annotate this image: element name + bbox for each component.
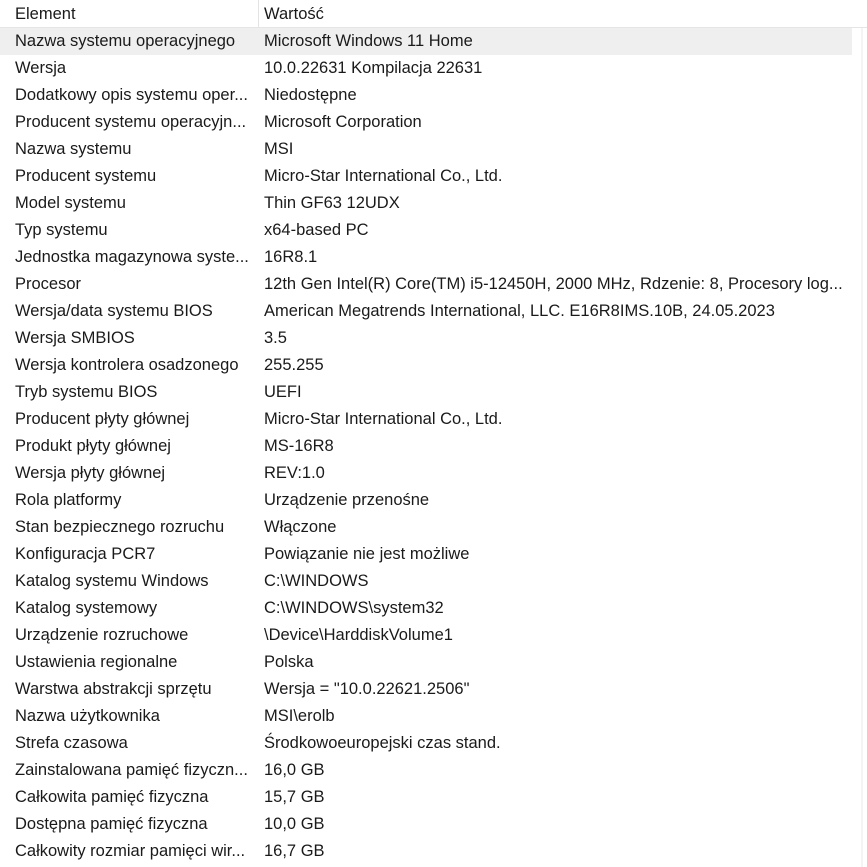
row-value: Wersja = "10.0.22621.2506" [264, 680, 470, 698]
row-element-name: Model systemu [15, 194, 126, 212]
table-row[interactable] [0, 541, 852, 568]
table-row[interactable] [0, 55, 852, 82]
row-element-name: Dodatkowy opis systemu oper... [15, 86, 248, 104]
row-value: 16R8.1 [264, 248, 318, 266]
row-element-name: Producent płyty głównej [15, 410, 190, 428]
table-row[interactable] [0, 514, 852, 541]
row-value: 12th Gen Intel(R) Core(TM) i5-12450H, 2000 MHz, Rdzenie: 8, Procesory log... [264, 275, 843, 293]
table-row[interactable] [0, 217, 852, 244]
row-value: x64-based PC [264, 221, 369, 239]
row-value: 3.5 [264, 329, 287, 347]
table-row[interactable] [0, 730, 852, 757]
row-element-name: Rola platformy [15, 491, 122, 509]
column-header-value[interactable]: Wartość [264, 5, 324, 23]
table-row[interactable] [0, 838, 852, 865]
row-element-name: Nazwa systemu operacyjnego [15, 32, 236, 50]
row-value: Niedostępne [264, 86, 357, 104]
row-element-name: Produkt płyty głównej [15, 437, 171, 455]
row-value: MSI [264, 140, 294, 158]
row-element-name: Całkowita pamięć fizyczna [15, 788, 209, 806]
row-element-name: Katalog systemowy [15, 599, 158, 617]
table-row[interactable] [0, 595, 852, 622]
row-element-name: Ustawienia regionalne [15, 653, 178, 671]
table-row[interactable] [0, 190, 852, 217]
row-value: Microsoft Corporation [264, 113, 422, 131]
row-value: 15,7 GB [264, 788, 325, 806]
row-element-name: Strefa czasowa [15, 734, 128, 752]
table-row[interactable] [0, 244, 852, 271]
table-row[interactable] [0, 163, 852, 190]
list-rows [0, 28, 867, 865]
row-element-name: Typ systemu [15, 221, 108, 239]
table-row[interactable] [0, 352, 852, 379]
row-element-name: Warstwa abstrakcji sprzętu [15, 680, 212, 698]
row-element-name: Katalog systemu Windows [15, 572, 209, 590]
table-row[interactable] [0, 82, 852, 109]
scrollbar-track[interactable] [861, 28, 863, 867]
row-value: Micro-Star International Co., Ltd. [264, 167, 503, 185]
row-element-name: Producent systemu [15, 167, 157, 185]
row-value: Micro-Star International Co., Ltd. [264, 410, 503, 428]
row-value: Thin GF63 12UDX [264, 194, 400, 212]
row-element-name: Wersja płyty głównej [15, 464, 166, 482]
table-row[interactable] [0, 784, 852, 811]
row-element-name: Producent systemu operacyjn... [15, 113, 247, 131]
row-element-name: Całkowity rozmiar pamięci wir... [15, 842, 246, 860]
row-value: C:\WINDOWS [264, 572, 369, 590]
table-row[interactable] [0, 676, 852, 703]
row-value: C:\WINDOWS\system32 [264, 599, 444, 617]
row-element-name: Nazwa systemu [15, 140, 132, 158]
row-element-name: Urządzenie rozruchowe [15, 626, 189, 644]
row-element-name: Zainstalowana pamięć fizyczn... [15, 761, 248, 779]
row-element-name: Nazwa użytkownika [15, 707, 160, 725]
row-element-name: Wersja kontrolera osadzonego [15, 356, 239, 374]
table-row[interactable] [0, 649, 852, 676]
row-value: Powiązanie nie jest możliwe [264, 545, 470, 563]
table-row[interactable] [0, 298, 852, 325]
table-row[interactable] [0, 136, 852, 163]
row-value: 10,0 GB [264, 815, 325, 833]
table-row[interactable] [0, 325, 852, 352]
row-value: 16,0 GB [264, 761, 325, 779]
row-value: 255.255 [264, 356, 324, 374]
row-element-name: Procesor [15, 275, 82, 293]
row-value: Microsoft Windows 11 Home [264, 32, 473, 50]
table-row[interactable] [0, 622, 852, 649]
table-row[interactable] [0, 460, 852, 487]
row-element-name: Tryb systemu BIOS [15, 383, 158, 401]
table-row[interactable] [0, 406, 852, 433]
row-element-name: Wersja SMBIOS [15, 329, 135, 347]
row-element-name: Jednostka magazynowa syste... [15, 248, 249, 266]
row-value: MS-16R8 [264, 437, 334, 455]
table-row[interactable] [0, 379, 852, 406]
row-value: 10.0.22631 Kompilacja 22631 [264, 59, 483, 77]
table-row[interactable] [0, 703, 852, 730]
vertical-scrollbar[interactable] [855, 28, 867, 867]
row-value: Włączone [264, 518, 337, 536]
table-row[interactable] [0, 28, 852, 55]
row-value: REV:1.0 [264, 464, 325, 482]
table-row[interactable] [0, 487, 852, 514]
row-value: MSI\erolb [264, 707, 335, 725]
table-row[interactable] [0, 271, 852, 298]
table-row[interactable] [0, 568, 852, 595]
row-value: Polska [264, 653, 314, 671]
column-divider[interactable] [258, 0, 259, 27]
row-element-name: Wersja/data systemu BIOS [15, 302, 213, 320]
row-value: Środkowoeuropejski czas stand. [264, 734, 501, 752]
row-value: \Device\HarddiskVolume1 [264, 626, 453, 644]
table-row[interactable] [0, 757, 852, 784]
row-element-name: Wersja [15, 59, 67, 77]
row-value: 16,7 GB [264, 842, 325, 860]
table-row[interactable] [0, 109, 852, 136]
table-row[interactable] [0, 433, 852, 460]
row-value: Urządzenie przenośne [264, 491, 430, 509]
row-value: American Megatrends International, LLC. E16R8IMS.10B, 24.05.2023 [264, 302, 775, 320]
list-header [0, 0, 867, 28]
row-element-name: Dostępna pamięć fizyczna [15, 815, 208, 833]
column-header-element[interactable]: Element [15, 5, 76, 23]
row-value: UEFI [264, 383, 302, 401]
row-element-name: Stan bezpiecznego rozruchu [15, 518, 225, 536]
row-element-name: Konfiguracja PCR7 [15, 545, 156, 563]
table-row[interactable] [0, 811, 852, 838]
